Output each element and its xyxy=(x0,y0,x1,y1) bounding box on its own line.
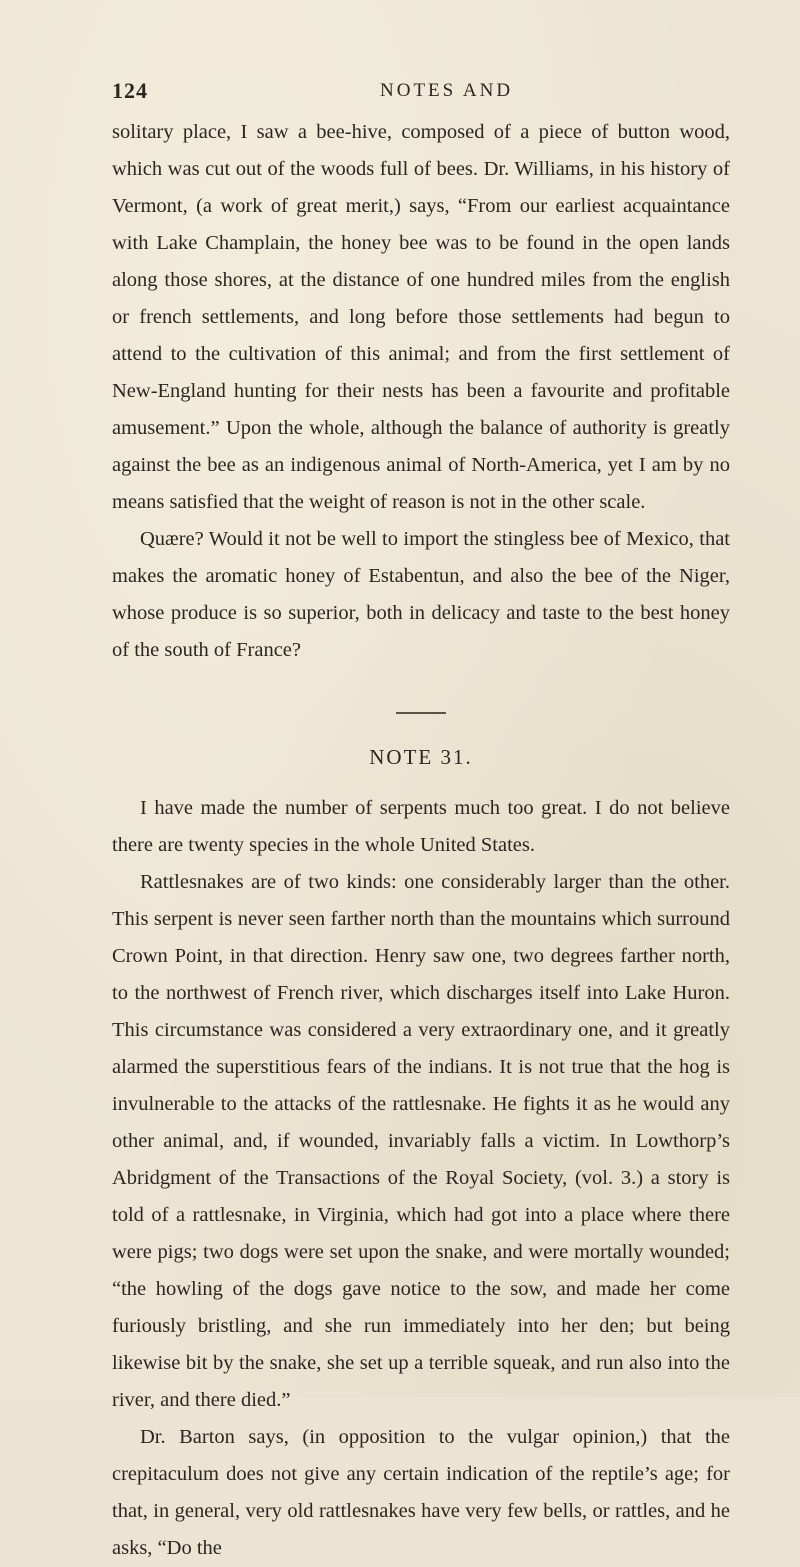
section-divider xyxy=(396,712,446,714)
paragraph: Dr. Barton says, (in opposition to the vulgar opinion,) that the crepitaculum does not give any certain indication of the reptile’s age; for that, in general, very old rattlesnakes have very few bells, or rattles, and he asks, “Do the xyxy=(112,1426,730,1559)
paragraph: Rattlesnakes are of two kinds: one considerably larger than the other. This serpent is never seen farther north than the mountains which surround Crown Point, in that direction. Henry saw one, two degrees farther north, to the northwest of French river, which discharges itself into Lake Huron. This circumstance was considered a very extraordinary one, and it greatly alarmed the superstitious fears of the indians. It is not true that the hog is invulnerable to the attacks of the rattlesnake. He fights it as he would any other animal, and, if wounded, invariably falls a victim. In Lowthorp’s Abridgment of the Transactions of the Royal Society, (vol. 3.) a story is told of a rattlesnake, in Virginia, which had got into a place where there were pigs; two dogs were set upon the snake, and were mortally wounded; “the howling of the dogs gave notice to the sow, and made her come furiously bristling, and she run immediately into her den; but being likewise bit by the snake, she set up a terrible squeak, and run also into the river, and there died.” xyxy=(112,871,730,1411)
paragraph: solitary place, I saw a bee-hive, composed of a piece of button wood, which was cut out of the woods full of bees. Dr. Williams, in his history of Vermont, (a work of great merit,) says, “From our earliest acquaintance with Lake Champlain, the honey bee was to be found in the open lands along those shores, at the distance of one hundred miles from the english or french settlements, and long before those settlements had begun to attend to the cultivation of this animal; and from the first settlement of New-England hunting for their nests has been a favourite and profitable amusement.” Upon the whole, although the balance of authority is greatly against the bee as an indigenous animal of North-America, yet I am by no means satisfied that the weight of reason is not in the other scale. xyxy=(112,121,730,513)
running-head: NOTES AND xyxy=(380,80,514,101)
paragraph: Quære? Would it not be well to import the stingless bee of Mexico, that makes the aromatic honey of Estabentun, and also the bee of the Niger, whose produce is so superior, both in delicacy and taste to the best honey of the south of France? xyxy=(112,528,730,661)
paragraph: I have made the number of serpents much too great. I do not believe there are twenty species in the whole United States. xyxy=(112,797,730,856)
page-number: 124 xyxy=(112,78,148,103)
page-body xyxy=(112,114,730,1567)
page-header xyxy=(112,78,740,108)
note-heading: NOTE 31. xyxy=(369,745,473,769)
